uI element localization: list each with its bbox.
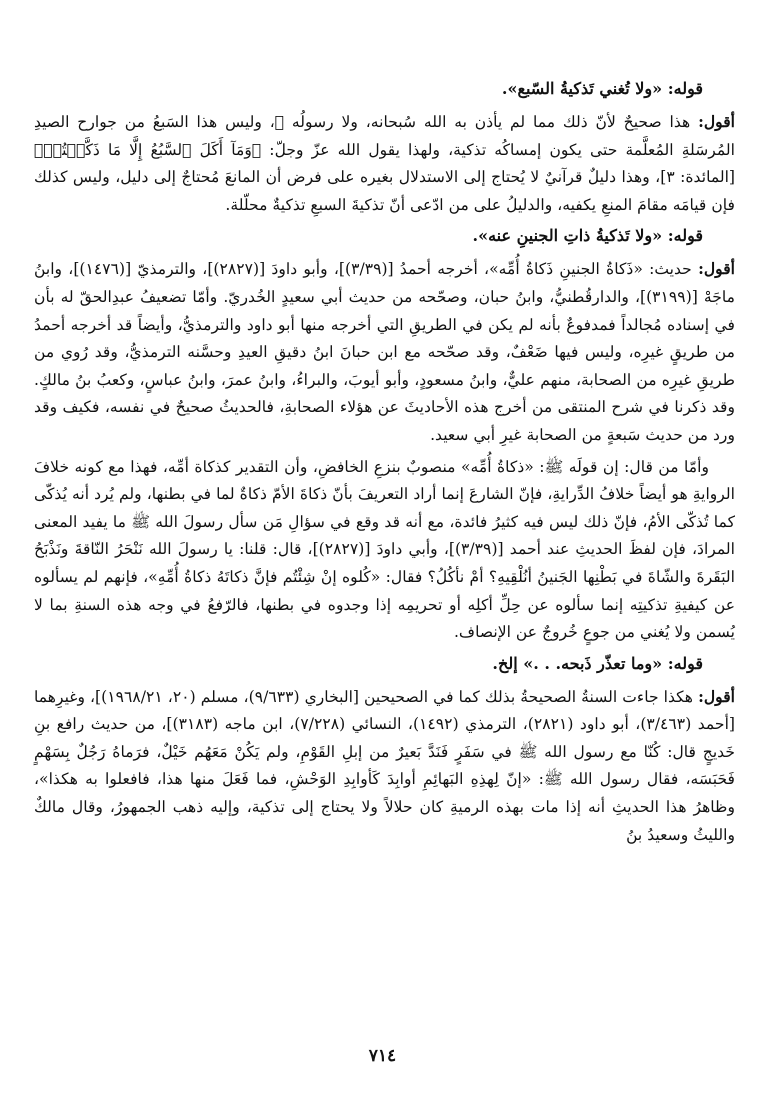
paragraph-janin-response — [34, 454, 735, 647]
heading-taadhur: قوله: «وما تعذّر ذَبحه. . .» إلخ. — [492, 653, 703, 673]
paragraph-taadhur — [34, 683, 735, 850]
paragraph-sabu — [34, 108, 735, 219]
paragraph-lead: أقول: — [698, 259, 735, 279]
heading-janin: قوله: «ولا تَذكيةُ ذاتِ الجنينِ عنه». — [472, 226, 703, 246]
heading-sabu: قوله: «ولا تُغني تَذكيةُ السّبع». — [501, 79, 703, 98]
paragraph-janin-hadith — [34, 255, 735, 449]
paragraph-body: هكذا جاءت السنةُ الصحيحةُ بذلك كما في الصحيحين [البخاري (٩/٦٣٣)، مسلم (٢٠، ١٩٦٨/٢١)]، وغيرِهما [أحمد (٣/٤٦٣)، أبو داود (٢٨٢١)، الترمذي (١٤٩٢)، النسائي (٧/٢٢٨)، ابن ماجه (٣١٨٣)]، من حديث رافع بنِ خَديجٍ قال: كُنّا مع رسول الله ﷺ في سَفَرٍ فَنَدَّ بَعيرٌ من إبلِ القَوْمِ، ولم يَكُنْ مَعَهُم خَيْلٌ، فرَماهُ رَجُلٌ بِسَهْمٍ فَحَبَسَه، فقال رسول الله ﷺ: «إنّ لِهذِهِ البَهائِمِ أوابِدَ كَأوابِدِ الوَحْشِ، فما فَعَلَ منها هذا، فافعلوا به هكذا»، وظاهرُ هذا الحديثِ أنه إذا مات بهذه الرميةِ كان حلالاً ولا يحتاج إلى تذكية، وإليه ذهب الجمهورُ، وقال مالكٌ والليثُ وسعيدُ بنُ — [34, 687, 735, 844]
paragraph-body: حديث: «ذَكاةُ الجنينِ ذَكاةُ أُمِّه»، أخرجه أحمدُ [(٣/٣٩)]، وأبو داودَ [(٢٨٢٧)]، والترمذيّ [(١٤٧٦)]، وابنُ ماجَهْ [(٣١٩٩)]، والدارقُطنيُّ، وابنُ حبان، وصحّحه من حديث أبي سعيدٍ الخُدريّ. وأمّا تضعيفُ عبدِالحقّ له بأن في إسناده مُجالداً فمدفوعٌ بأنه لم يكن في الطريقِ التي أخرجه منها أبو داود والترمذيُّ، وأيضاً قد أخرجه أحمدُ من طريقٍ غيرِه، وليس فيها ضَعْفٌ، وقد صحّحه مع ابن حبانَ ابنُ دقيقِ العيدِ وحسَّنه الترمذيُّ، وقد رُوي من طريقِ غيرِه من الصحابة، منهم عليٌّ، وابنُ مسعودٍ، وأبو أيوبَ، والبراءُ، وابنُ عمرَ، وابنُ عباسٍ، وكعبُ بنُ مالكٍ. وقد ذكرنا في شرح المنتقى من أخرج هذه الأحاديثَ عن هؤلاء الصحابةِ، فالحديثُ صحيحٌ في نفسه، فكيف وقد ورد من حديث سَبعةٍ من الصحابة غيرِ أبي سعيد. — [34, 260, 735, 444]
paragraph-body: وأمّا من قال: إن قولَه ﷺ: «ذكاةُ أُمِّه» منصوبٌ بنزعِ الخافضِ، وأن التقدير كذكاة أمِّه، فهذا مع كونه خلافَ الروايةِ هو أيضاً خلافُ الدِّرايةِ، فإنّ الشارعَ إنما أراد التعريفَ بأنّ ذكاةَ الأمّ ذكاةٌ لما في بطنها، ولم يُرد أنه يُذكّى كما تُذكّى الأمُ، فإنّ ذلك ليس فيه كثيرُ فائدة، مع أنه قد وقع في سؤالِ مَن سأل رسولَ الله ﷺ ما يفيد المعنى المرادَ، فإن لفظَ الحديثِ عند أحمد [(٣/٣٩)]، وأبي داودَ [(٢٨٢٧)]، قال: قلنا: يا رسولَ الله نَنْحَرُ النّاقةَ ونَذْبَحُ البَقَرةَ والشّاةَ في بَطْنِها الجَنينُ أنُلْقِيهِ؟ أمْ نأكُلُ؟ فقال: «كُلوه إنْ شِئْتُم فإنَّ ذكاتَهُ ذكاةُ أُمِّهِ»، فإنهم لم يسألوه عن كيفيةِ تذكيتِه إنما سألوه عن حِلِّ أكلِه أو تحريمِه إذا وجدوه في بطنها، فالرّفعُ في وجه هذه السنةِ بما لا يُسمن ولا يُغني من جوعٍ خُروجٌ عن الإنصاف. — [34, 457, 735, 642]
paragraph-lead: أقول: — [698, 112, 735, 131]
paragraph-body: هذا صحيحٌ لأنّ ذلك مما لم يأذن به الله سُبحانه، ولا رسولُه ﷺ، وليس هذا السَبعُ من جوارح الصيدِ المُرسَلةِ المُعلَّمة حتى يكون إمساكُه تذكية، ولهذا يقول الله عزّ وجلّ: ﴿وَمَآ أَكَلَ ٱلسَّبُعُ إِلَّا مَا ذَكَّيۡتُمۡ﴾ [المائدة: ٣]، وهذا دليلٌ قرآنيٌ لا يُحتاج إلى الاستدلال بغيره على فرض أن المانعَ مُحتاجٌ إلى دليل، وليس كذلك فإن قيامَه مقامَ المنعِ يكفيه، والدليلُ على من ادّعى أنّ تذكيةَ السبعِ تذكيةٌ محلّلة. — [34, 113, 736, 214]
paragraph-lead: أقول: — [698, 686, 735, 706]
page-number: ٧١٤ — [368, 1046, 397, 1066]
